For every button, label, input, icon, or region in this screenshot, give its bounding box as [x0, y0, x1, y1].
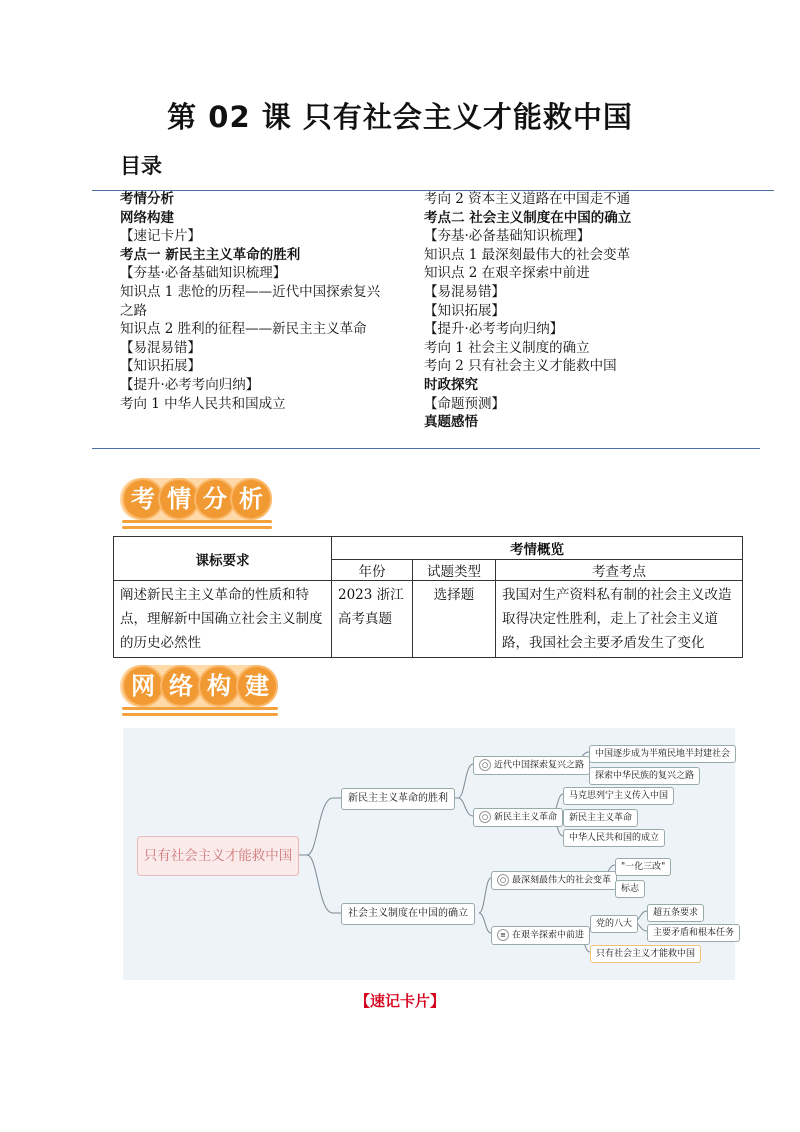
exam-table: [113, 536, 743, 658]
toc-item-right-3[interactable]: 知识点 1 最深刻最伟大的社会变革: [424, 246, 631, 263]
mind-map-branch-socialism: 社会主义制度在中国的确立: [341, 903, 475, 925]
mind-map-node-label: 在艰辛探索中前进: [512, 930, 585, 941]
banner-char: 情: [160, 480, 198, 518]
banner-network: [120, 665, 285, 715]
mind-map-node-exploration: [473, 756, 590, 775]
node-circle-icon: ○: [479, 811, 491, 823]
toc-item-right-12[interactable]: 真题感悟: [424, 414, 478, 431]
table-header-requirement: 课标要求: [114, 537, 332, 581]
quick-card-heading: 【速记卡片】: [354, 992, 445, 1010]
toc-left-column: [120, 190, 385, 413]
toc-item-right-6[interactable]: 【知识拓展】: [424, 302, 505, 319]
toc-item-left-6[interactable]: 知识点 2 胜利的征程——新民主主义革命: [120, 321, 367, 338]
banner-char: 考: [124, 480, 162, 518]
mind-map-leaf: 探索中华民族的复兴之路: [589, 767, 700, 785]
toc-item-right-7[interactable]: 【提升·必考考向归纳】: [424, 321, 564, 338]
node-circle-icon: ○: [479, 759, 491, 771]
node-list-icon: ≡: [497, 929, 509, 941]
table-header-overview: 考情概览: [332, 537, 743, 560]
toc-item-right-2[interactable]: 【夯基·必备基础知识梳理】: [424, 228, 591, 245]
mind-map-node-label: 新民主主义革命: [494, 812, 558, 823]
toc-item-left-5[interactable]: 知识点 1 悲怆的历程——近代中国探索复兴之路: [120, 283, 381, 319]
toc-divider-bottom: [92, 448, 760, 449]
toc-item-right-4[interactable]: 知识点 2 在艰辛探索中前进: [424, 265, 590, 282]
mind-map-node-transformation: [491, 871, 617, 890]
toc-item-left-1[interactable]: 网络构建: [120, 209, 174, 226]
table-subheader-year: 年份: [332, 560, 413, 581]
table-cell-year: 2023 浙江高考真题: [332, 581, 413, 658]
mind-map-leaf: 马克思列宁主义传入中国: [563, 787, 674, 805]
mind-map-root: 只有社会主义才能救中国: [137, 836, 299, 876]
toc-item-left-2[interactable]: 【速记卡片】: [120, 228, 201, 245]
mind-map-node-new-democratic: [473, 808, 563, 827]
toc-item-right-9[interactable]: 考向 2 只有社会主义才能救中国: [424, 358, 617, 375]
toc-heading: 目录: [120, 154, 162, 178]
toc-item-right-10[interactable]: 时政探究: [424, 376, 478, 393]
mind-map: [123, 728, 735, 980]
mind-map-leaf: 党的八大: [590, 915, 638, 933]
toc-item-left-0[interactable]: 考情分析: [120, 191, 174, 207]
toc-item-right-1[interactable]: 考点二 社会主义制度在中国的确立: [424, 209, 632, 226]
banner-char: 络: [162, 667, 200, 705]
mind-map-leaf-highlight: 只有社会主义才能救中国: [590, 945, 701, 963]
mind-map-leaf: 主要矛盾和根本任务: [647, 924, 740, 942]
mind-map-leaf: 中国逐步成为半殖民地半封建社会: [589, 745, 736, 763]
mind-map-node-label: 最深刻最伟大的社会变革: [512, 875, 612, 886]
mind-map-node-label: 近代中国探索复兴之路: [494, 760, 585, 771]
toc-item-left-3[interactable]: 考点一 新民主主义革命的胜利: [120, 246, 301, 263]
toc-item-left-4[interactable]: 【夯基·必备基础知识梳理】: [120, 265, 287, 282]
toc-item-left-9[interactable]: 【提升·必考考向归纳】: [120, 376, 260, 393]
table-cell-type: 选择题: [413, 581, 496, 658]
toc-item-right-11[interactable]: 【命题预测】: [424, 395, 505, 412]
toc-item-left-7[interactable]: 【易混易错】: [120, 339, 201, 356]
node-circle-icon: ○: [497, 874, 509, 886]
mind-map-leaf: "一化三改": [615, 858, 671, 876]
banner-char: 构: [200, 667, 238, 705]
mind-map-branch-revolution: 新民主主义革命的胜利: [341, 788, 455, 810]
banner-analysis: [120, 478, 278, 528]
mind-map-node-exploration-forward: [491, 926, 590, 945]
mind-map-leaf: 新民主主义革命: [563, 809, 638, 827]
page-title: 第 02 课 只有社会主义才能救中国: [167, 100, 633, 134]
banner-char: 建: [238, 667, 276, 705]
toc-item-left-8[interactable]: 【知识拓展】: [120, 358, 201, 375]
mind-map-leaf: 标志: [615, 880, 645, 898]
table-subheader-type: 试题类型: [413, 560, 496, 581]
toc-item-right-0[interactable]: 考向 2 资本主义道路在中国走不通: [424, 191, 631, 207]
banner-char: 网: [124, 667, 162, 705]
mind-map-leaf: 超五条要求: [647, 904, 704, 922]
toc-right-column: [424, 190, 754, 432]
banner-char: 分: [196, 480, 234, 518]
table-cell-requirement: 阐述新民主主义革命的性质和特点，理解新中国确立社会主义制度的历史必然性: [114, 581, 332, 658]
toc-item-left-10[interactable]: 考向 1 中华人民共和国成立: [120, 395, 286, 412]
mind-map-leaf: 中华人民共和国的成立: [563, 829, 665, 847]
toc-item-right-5[interactable]: 【易混易错】: [424, 283, 505, 300]
banner-char: 析: [232, 480, 270, 518]
table-cell-point: 我国对生产资料私有制的社会主义改造取得决定性胜利，走上了社会主义道路，我国社会主要矛盾发生了变化: [496, 581, 743, 658]
table-subheader-point: 考查考点: [496, 560, 743, 581]
toc-item-right-8[interactable]: 考向 1 社会主义制度的确立: [424, 339, 590, 356]
